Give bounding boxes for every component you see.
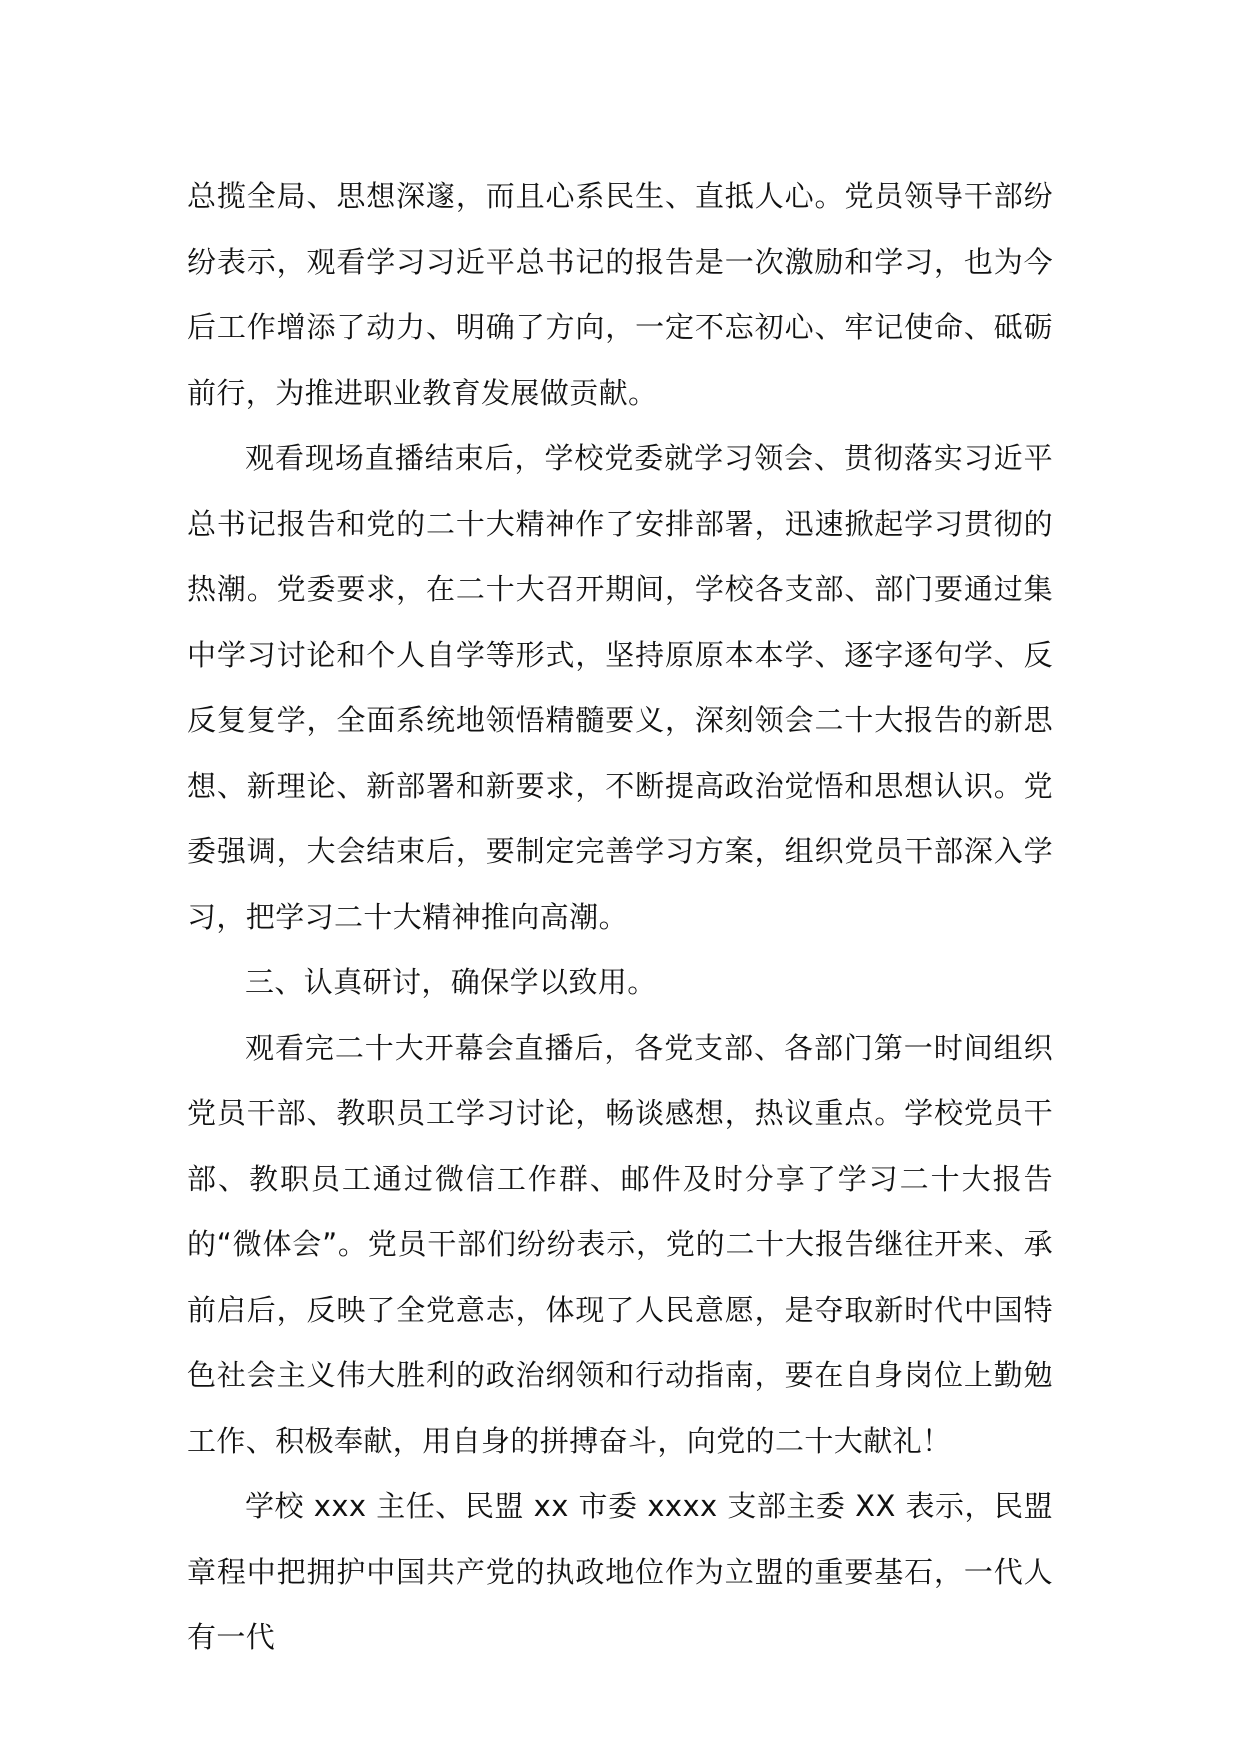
paragraph-discussion: 观看完二十大开幕会直播后，各党支部、各部门第一时间组织党员干部、教职员工学习讨论，畅谈感想，热议重点。学校党员干部、教职员工通过微信工作群、邮件及时分享了学习二十大报告的“微体会”。党员干部们纷纷表示，党的二十大报告继往开来、承前启后，反映了全党意志，体现了人民意愿，是夺取新时代中国特色社会主义伟大胜利的政治纲领和行动指南，要在自身岗位上勤勉工作、积极奉献，用自身的拼搏奋斗，向党的二十大献礼！ [187, 1030, 1053, 1458]
section-heading-three: 三、认真研讨，确保学以致用。 [245, 965, 657, 999]
paragraph-continuation: 总揽全局、思想深邃，而且心系民生、直抵人心。党员领导干部纷纷表示，观看学习习近平总书记的报告是一次激励和学习，也为今后工作增添了动力、明确了方向，一定不忘初心、牢记使命、砥砺前行，为推进职业教育发展做贡献。 [187, 179, 1053, 410]
paragraph-party-arrangement: 观看现场直播结束后，学校党委就学习领会、贯彻落实习近平总书记报告和党的二十大精神作了安排部署，迅速掀起学习贯彻的热潮。党委要求，在二十大召开期间，学校各支部、部门要通过集中学习讨论和个人自学等形式，坚持原原本本学、逐字逐句学、反反复复学，全面系统地领悟精髓要义，深刻领会二十大报告的新思想、新理论、新部署和新要求，不断提高政治觉悟和思想认识。党委强调，大会结束后，要制定完善学习方案，组织党员干部深入学习，把学习二十大精神推向高潮。 [187, 441, 1053, 934]
document-body [187, 164, 1053, 1671]
paragraph-league-statement: 学校 xxx 主任、民盟 xx 市委 xxxx 支部主委 XX 表示，民盟章程中把拥护中国共产党的执政地位作为立盟的重要基石，一代人有一代 [187, 1489, 1053, 1654]
